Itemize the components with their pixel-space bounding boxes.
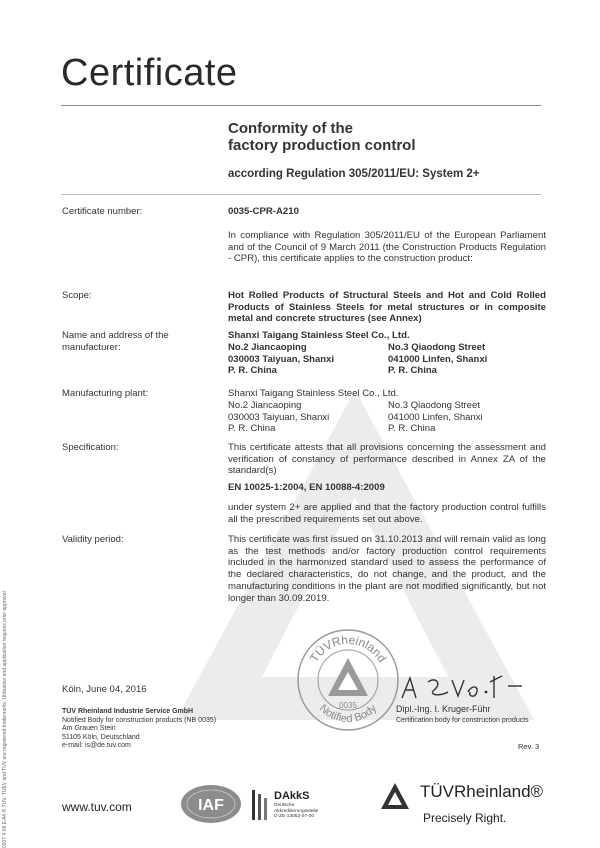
svg-text:TÜVRheinland: TÜVRheinland <box>306 632 390 665</box>
iaf-logo-icon <box>180 784 242 824</box>
specification-label: Specification: <box>62 442 119 453</box>
revision-label: Rev. 3 <box>518 742 540 751</box>
handwritten-signature-icon <box>398 670 538 704</box>
scope-label: Scope: <box>62 290 92 301</box>
plant-address: No.2 Jiancaoping 030003 Taiyuan, Shanxi P. R. China No.3 Qiaodong Street 041000 Linfen, Shanxi P. R. China <box>228 400 483 435</box>
validity-text: This certificate was first issued on 31.10.2013 and will remain valid as long as the test methods and/or factory production control requirements included in the harmonized standard used to assess the performance of the declared characteristics, do not change, and the product, and the manufacturing conditions in the plant are not modified significantly, but not longer than 30.09.2019. <box>228 534 546 604</box>
trademark-note: 0207 4.08 E A4 ® TÜV, TUEV and TUV are registered trademarks. Utilisation and application requires prior approval. <box>2 589 8 848</box>
standards-list: EN 10025-1:2004, EN 10088-4:2009 <box>228 482 385 493</box>
intro-text: In compliance with Regulation 305/2011/EU of the European Parliament and of the Council of 9 March 2011 (the Construction Products Regulation - CPR), this certificate applies to the construction product: <box>228 230 546 265</box>
dakks-logo: DAkkS Deutsche Akkreditierungsstelle D-ZE-13052-07-00 <box>250 788 346 828</box>
website-link[interactable]: www.tuv.com <box>62 800 132 814</box>
manufacturer-address: No.2 Jiancaoping 030003 Taiyuan, Shanxi P. R. China No.3 Qiaodong Street 041000 Linfen, Shanxi P. R. China <box>228 342 488 377</box>
place-date: Köln, June 04, 2016 <box>62 684 147 695</box>
specification-text-2: under system 2+ are applied and that the factory production control fulfills all the prescribed requirements set out above. <box>228 502 546 525</box>
validity-label: Validity period: <box>62 534 124 545</box>
brand-slogan: Precisely Right. <box>423 811 507 825</box>
certificate-subject: Conformity of the factory production control <box>228 120 416 154</box>
signer-role: Certification body for construction products <box>396 717 529 724</box>
document-title: Certificate <box>61 52 238 94</box>
manufacturer-name: Shanxi Taigang Stainless Steel Co., Ltd. <box>228 330 410 341</box>
notified-body-seal-icon <box>296 628 400 732</box>
svg-text:Notified Body: Notified Body <box>316 702 380 726</box>
scope-value: Hot Rolled Products of Structural Steels and Hot and Cold Rolled Products of Stainless Steels for metal structures or in composite metal and concrete structures (see Annex) <box>228 290 546 325</box>
tuv-triangle-logo-icon <box>380 782 410 810</box>
certificate-number-value: 0035-CPR-A210 <box>228 206 299 217</box>
dakks-bars-icon <box>250 788 272 822</box>
issuer-address: TÜV Rheinland Industrie Service GmbH Notified Body for construction products (NB 0035) Am Grauen Stein 51105 Köln, Deutschland e-mail: is@de.tuv.com <box>62 708 217 750</box>
plant-name: Shanxi Taigang Stainless Steel Co., Ltd. <box>228 388 399 399</box>
brand-name: TÜVRheinland® <box>420 782 544 801</box>
manufacturer-label: Name and address of the manufacturer: <box>62 330 169 353</box>
signer-name: Dipl.-Ing. I. Kruger-Führ <box>396 704 491 714</box>
specification-text: This certificate attests that all provisions concerning the assessment and verification of constancy of performance described in Annex ZA of the standard(s) <box>228 442 546 477</box>
plant-label: Manufacturing plant: <box>62 388 149 399</box>
regulation-line: according Regulation 305/2011/EU: System 2+ <box>228 168 480 180</box>
divider <box>61 105 541 106</box>
divider <box>61 194 541 195</box>
svg-text:0035: 0035 <box>339 701 357 710</box>
certificate-number-label: Certificate number: <box>62 206 143 217</box>
svg-text:IAF: IAF <box>198 797 224 814</box>
